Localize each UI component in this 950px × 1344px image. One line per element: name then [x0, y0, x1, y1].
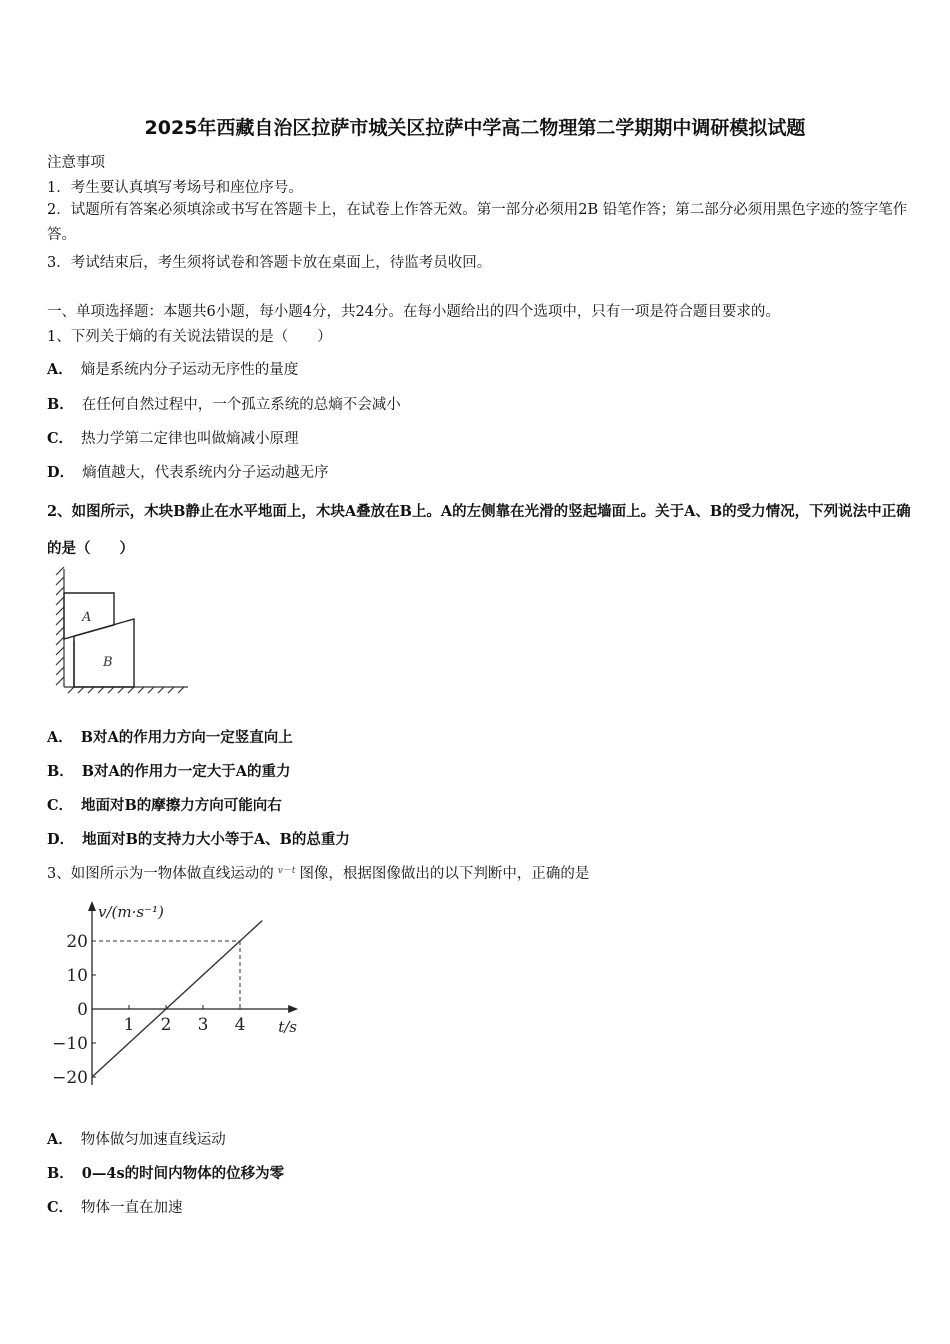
x-tick-label: 2 [160, 1015, 172, 1035]
q3-option-c[interactable] [47, 1196, 183, 1217]
option-letter: A． [47, 1131, 73, 1148]
notice-item-3: 3．考试结束后，考生须将试卷和答题卡放在桌面上，待监考员收回。 [47, 255, 492, 271]
x-tick-label: 3 [197, 1015, 209, 1035]
option-text: 地面对B的摩擦力方向可能向右 [81, 797, 282, 814]
option-text: 熵值越大，代表系统内分子运动越无序 [82, 465, 329, 481]
ground-hatch [64, 687, 188, 693]
y-axis-arrow [88, 901, 96, 911]
option-text: 在任何自然过程中，一个孤立系统的总熵不会减小 [81, 397, 401, 413]
option-letter: B． [47, 396, 74, 413]
option-text: 物体一直在加速 [81, 1200, 183, 1216]
wall-hatch [56, 567, 64, 687]
vt-symbol: v－t [277, 866, 296, 876]
question-3-stem [47, 862, 589, 883]
q3-option-b[interactable] [47, 1162, 284, 1183]
q2-option-d[interactable] [47, 828, 350, 849]
notice-item-2: 2．试题所有答案必须填涂或书写在答题卡上，在试卷上作答无效。第一部分必须用2B 铅笔作答；第二部分必须用黑色字迹的签字笔作答。 [47, 202, 908, 243]
q1-option-d[interactable] [47, 461, 329, 482]
q2-option-c[interactable] [47, 794, 282, 815]
stem-post: 图像，根据图像做出的以下判断中，正确的是 [299, 866, 590, 882]
stem-pre: 3、如图所示为一物体做直线运动的 [47, 866, 274, 882]
notice-item-1: 1．考生要认真填写考场号和座位序号。 [47, 180, 303, 196]
option-letter: D． [47, 464, 75, 481]
y-axis-label: v/(m·s⁻¹) [98, 903, 164, 921]
q2-option-a[interactable] [47, 726, 293, 747]
q1-option-a[interactable] [47, 358, 298, 379]
block-b-label: B [103, 655, 113, 670]
option-text: 0—4s的时间内物体的位移为零 [81, 1165, 285, 1182]
option-text: B对A的作用力一定大于A的重力 [81, 763, 291, 780]
y-tick-label: 20 [66, 932, 88, 952]
q1-option-b[interactable] [47, 393, 401, 414]
series-line-v [92, 921, 262, 1077]
option-letter: A． [47, 361, 73, 378]
y-tick-label: −10 [52, 1034, 88, 1054]
option-letter: B． [47, 1165, 74, 1182]
option-letter: A． [47, 729, 73, 746]
option-text: 地面对B的支持力大小等于A、B的总重力 [82, 831, 350, 848]
option-text: 熵是系统内分子运动无序性的量度 [80, 362, 299, 378]
q2-option-b[interactable] [47, 760, 291, 781]
q3-option-a[interactable] [47, 1128, 226, 1149]
option-letter: C． [47, 1199, 74, 1216]
x-axis-label: t/s [278, 1018, 297, 1036]
q1-option-c[interactable] [47, 427, 299, 448]
option-text: B对A的作用力方向一定竖直向上 [80, 729, 293, 746]
y-tick-label: −20 [52, 1068, 88, 1088]
page-title: 2025年西藏自治区拉萨市城关区拉萨中学高二物理第二学期期中调研模拟试题 [144, 117, 806, 139]
vt-chart [40, 895, 320, 1105]
section-heading: 一、单项选择题：本题共6小题，每小题4分，共24分。在每小题给出的四个选项中，只有一项是符合题目要求的。 [47, 304, 780, 320]
option-letter: C． [47, 430, 74, 447]
block-b [74, 619, 134, 687]
x-tick-label: 4 [234, 1015, 246, 1035]
option-letter: D． [47, 831, 75, 848]
y-tick-label: 0 [77, 1000, 88, 1020]
block-a-label: A [82, 610, 92, 625]
option-letter: C． [47, 797, 74, 814]
y-tick-label: 10 [66, 966, 88, 986]
option-text: 物体做匀加速直线运动 [80, 1132, 226, 1148]
blocks-figure [50, 565, 195, 695]
x-tick-label: 1 [123, 1015, 135, 1035]
option-letter: B． [47, 763, 74, 780]
notice-heading: 注意事项 [47, 155, 105, 171]
option-text: 热力学第二定律也叫做熵减小原理 [81, 431, 299, 447]
x-axis-arrow [288, 1005, 298, 1013]
question-2-stem: 2、如图所示，木块B静止在水平地面上，木块A叠放在B上。A的左侧靠在光滑的竖起墙面上。关于A、B的受力情况，下列说法中正确的是（ ） [47, 503, 911, 557]
question-1-stem: 1、下列关于熵的有关说法错误的是（ ） [47, 329, 332, 345]
